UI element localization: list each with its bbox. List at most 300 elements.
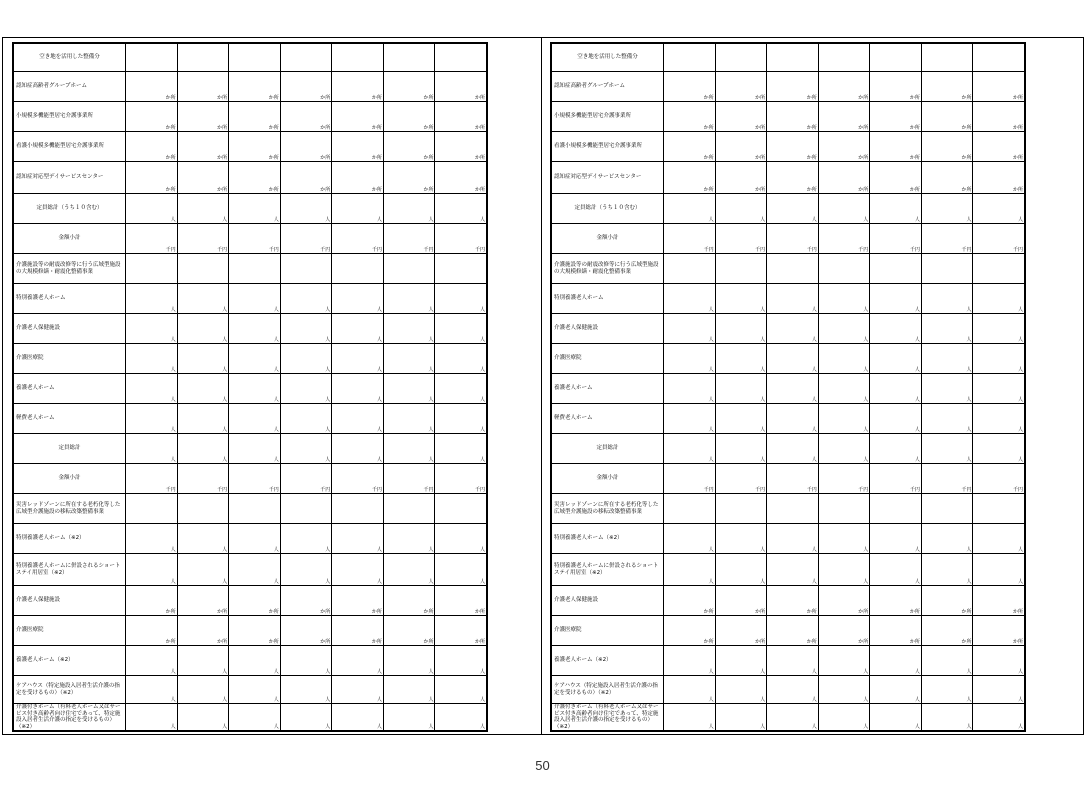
input-cell[interactable] bbox=[332, 524, 384, 553]
input-cell[interactable] bbox=[126, 314, 178, 343]
input-cell[interactable] bbox=[332, 162, 384, 193]
input-cell[interactable] bbox=[435, 44, 486, 71]
input-cell[interactable] bbox=[126, 464, 178, 493]
input-cell[interactable] bbox=[384, 676, 436, 703]
input-cell[interactable] bbox=[922, 284, 974, 313]
input-cell[interactable] bbox=[332, 434, 384, 463]
input-cell[interactable] bbox=[229, 554, 281, 585]
input-cell[interactable] bbox=[767, 344, 819, 373]
input-cell[interactable] bbox=[384, 162, 436, 193]
input-cell[interactable] bbox=[178, 464, 230, 493]
input-cell[interactable] bbox=[384, 72, 436, 101]
input-cell[interactable] bbox=[178, 704, 230, 730]
input-cell[interactable] bbox=[819, 162, 871, 193]
input-cell[interactable] bbox=[767, 374, 819, 403]
input-cell[interactable] bbox=[332, 44, 384, 71]
input-cell[interactable] bbox=[281, 102, 333, 131]
input-cell[interactable] bbox=[229, 44, 281, 71]
input-cell[interactable] bbox=[229, 102, 281, 131]
input-cell[interactable] bbox=[332, 464, 384, 493]
input-cell[interactable] bbox=[281, 494, 333, 523]
input-cell[interactable] bbox=[716, 704, 768, 730]
input-cell[interactable] bbox=[664, 224, 716, 253]
input-cell[interactable] bbox=[384, 194, 436, 223]
input-cell[interactable] bbox=[767, 314, 819, 343]
input-cell[interactable] bbox=[281, 132, 333, 161]
input-cell[interactable] bbox=[384, 494, 436, 523]
input-cell[interactable] bbox=[178, 314, 230, 343]
input-cell[interactable] bbox=[870, 646, 922, 675]
input-cell[interactable] bbox=[973, 314, 1024, 343]
input-cell[interactable] bbox=[870, 224, 922, 253]
input-cell[interactable] bbox=[126, 102, 178, 131]
input-cell[interactable] bbox=[332, 676, 384, 703]
input-cell[interactable] bbox=[332, 224, 384, 253]
input-cell[interactable] bbox=[332, 646, 384, 675]
input-cell[interactable] bbox=[973, 374, 1024, 403]
input-cell[interactable] bbox=[126, 72, 178, 101]
input-cell[interactable] bbox=[126, 676, 178, 703]
input-cell[interactable] bbox=[973, 132, 1024, 161]
input-cell[interactable] bbox=[973, 404, 1024, 433]
input-cell[interactable] bbox=[819, 254, 871, 283]
input-cell[interactable] bbox=[664, 616, 716, 645]
input-cell[interactable] bbox=[229, 314, 281, 343]
input-cell[interactable] bbox=[922, 524, 974, 553]
input-cell[interactable] bbox=[819, 676, 871, 703]
input-cell[interactable] bbox=[281, 314, 333, 343]
input-cell[interactable] bbox=[281, 224, 333, 253]
input-cell[interactable] bbox=[819, 224, 871, 253]
input-cell[interactable] bbox=[870, 616, 922, 645]
input-cell[interactable] bbox=[973, 344, 1024, 373]
input-cell[interactable] bbox=[870, 554, 922, 585]
input-cell[interactable] bbox=[767, 554, 819, 585]
input-cell[interactable] bbox=[126, 434, 178, 463]
input-cell[interactable] bbox=[716, 554, 768, 585]
input-cell[interactable] bbox=[126, 374, 178, 403]
input-cell[interactable] bbox=[716, 494, 768, 523]
input-cell[interactable] bbox=[229, 72, 281, 101]
input-cell[interactable] bbox=[973, 434, 1024, 463]
input-cell[interactable] bbox=[435, 404, 486, 433]
input-cell[interactable] bbox=[664, 344, 716, 373]
input-cell[interactable] bbox=[281, 554, 333, 585]
input-cell[interactable] bbox=[716, 646, 768, 675]
input-cell[interactable] bbox=[126, 224, 178, 253]
input-cell[interactable] bbox=[664, 464, 716, 493]
input-cell[interactable] bbox=[819, 374, 871, 403]
input-cell[interactable] bbox=[178, 344, 230, 373]
input-cell[interactable] bbox=[664, 374, 716, 403]
input-cell[interactable] bbox=[178, 254, 230, 283]
input-cell[interactable] bbox=[178, 284, 230, 313]
input-cell[interactable] bbox=[332, 254, 384, 283]
input-cell[interactable] bbox=[819, 72, 871, 101]
input-cell[interactable] bbox=[819, 194, 871, 223]
input-cell[interactable] bbox=[870, 314, 922, 343]
input-cell[interactable] bbox=[664, 554, 716, 585]
input-cell[interactable] bbox=[870, 676, 922, 703]
input-cell[interactable] bbox=[767, 44, 819, 71]
input-cell[interactable] bbox=[332, 314, 384, 343]
input-cell[interactable] bbox=[126, 704, 178, 730]
input-cell[interactable] bbox=[870, 194, 922, 223]
input-cell[interactable] bbox=[126, 44, 178, 71]
input-cell[interactable] bbox=[178, 524, 230, 553]
input-cell[interactable] bbox=[973, 554, 1024, 585]
input-cell[interactable] bbox=[767, 194, 819, 223]
input-cell[interactable] bbox=[973, 254, 1024, 283]
input-cell[interactable] bbox=[229, 404, 281, 433]
input-cell[interactable] bbox=[126, 646, 178, 675]
input-cell[interactable] bbox=[870, 162, 922, 193]
input-cell[interactable] bbox=[281, 72, 333, 101]
input-cell[interactable] bbox=[178, 374, 230, 403]
input-cell[interactable] bbox=[922, 194, 974, 223]
input-cell[interactable] bbox=[664, 314, 716, 343]
input-cell[interactable] bbox=[870, 44, 922, 71]
input-cell[interactable] bbox=[767, 284, 819, 313]
input-cell[interactable] bbox=[870, 434, 922, 463]
input-cell[interactable] bbox=[973, 224, 1024, 253]
input-cell[interactable] bbox=[922, 704, 974, 730]
input-cell[interactable] bbox=[178, 102, 230, 131]
input-cell[interactable] bbox=[435, 494, 486, 523]
input-cell[interactable] bbox=[178, 494, 230, 523]
input-cell[interactable] bbox=[664, 646, 716, 675]
input-cell[interactable] bbox=[819, 314, 871, 343]
input-cell[interactable] bbox=[178, 162, 230, 193]
input-cell[interactable] bbox=[126, 254, 178, 283]
input-cell[interactable] bbox=[870, 344, 922, 373]
input-cell[interactable] bbox=[767, 162, 819, 193]
input-cell[interactable] bbox=[973, 524, 1024, 553]
input-cell[interactable] bbox=[229, 494, 281, 523]
input-cell[interactable] bbox=[973, 616, 1024, 645]
input-cell[interactable] bbox=[384, 284, 436, 313]
input-cell[interactable] bbox=[870, 132, 922, 161]
input-cell[interactable] bbox=[281, 254, 333, 283]
input-cell[interactable] bbox=[281, 464, 333, 493]
input-cell[interactable] bbox=[664, 102, 716, 131]
input-cell[interactable] bbox=[716, 344, 768, 373]
input-cell[interactable] bbox=[178, 72, 230, 101]
input-cell[interactable] bbox=[126, 404, 178, 433]
input-cell[interactable] bbox=[870, 464, 922, 493]
input-cell[interactable] bbox=[922, 404, 974, 433]
input-cell[interactable] bbox=[870, 254, 922, 283]
input-cell[interactable] bbox=[716, 404, 768, 433]
input-cell[interactable] bbox=[716, 616, 768, 645]
input-cell[interactable] bbox=[870, 586, 922, 615]
input-cell[interactable] bbox=[332, 586, 384, 615]
input-cell[interactable] bbox=[281, 344, 333, 373]
input-cell[interactable] bbox=[664, 494, 716, 523]
input-cell[interactable] bbox=[332, 554, 384, 585]
input-cell[interactable] bbox=[332, 194, 384, 223]
input-cell[interactable] bbox=[229, 586, 281, 615]
input-cell[interactable] bbox=[332, 72, 384, 101]
input-cell[interactable] bbox=[973, 676, 1024, 703]
input-cell[interactable] bbox=[973, 162, 1024, 193]
input-cell[interactable] bbox=[178, 224, 230, 253]
input-cell[interactable] bbox=[126, 344, 178, 373]
input-cell[interactable] bbox=[229, 704, 281, 730]
input-cell[interactable] bbox=[435, 162, 486, 193]
input-cell[interactable] bbox=[435, 586, 486, 615]
input-cell[interactable] bbox=[178, 646, 230, 675]
input-cell[interactable] bbox=[767, 586, 819, 615]
input-cell[interactable] bbox=[767, 524, 819, 553]
input-cell[interactable] bbox=[229, 646, 281, 675]
input-cell[interactable] bbox=[870, 524, 922, 553]
input-cell[interactable] bbox=[332, 132, 384, 161]
input-cell[interactable] bbox=[281, 374, 333, 403]
input-cell[interactable] bbox=[126, 554, 178, 585]
input-cell[interactable] bbox=[384, 44, 436, 71]
input-cell[interactable] bbox=[922, 646, 974, 675]
input-cell[interactable] bbox=[870, 404, 922, 433]
input-cell[interactable] bbox=[870, 374, 922, 403]
input-cell[interactable] bbox=[281, 586, 333, 615]
input-cell[interactable] bbox=[664, 524, 716, 553]
input-cell[interactable] bbox=[716, 524, 768, 553]
input-cell[interactable] bbox=[435, 434, 486, 463]
input-cell[interactable] bbox=[126, 284, 178, 313]
input-cell[interactable] bbox=[716, 676, 768, 703]
input-cell[interactable] bbox=[922, 314, 974, 343]
input-cell[interactable] bbox=[384, 524, 436, 553]
input-cell[interactable] bbox=[922, 464, 974, 493]
input-cell[interactable] bbox=[178, 676, 230, 703]
input-cell[interactable] bbox=[819, 586, 871, 615]
input-cell[interactable] bbox=[126, 524, 178, 553]
input-cell[interactable] bbox=[435, 284, 486, 313]
input-cell[interactable] bbox=[922, 586, 974, 615]
input-cell[interactable] bbox=[384, 434, 436, 463]
input-cell[interactable] bbox=[126, 132, 178, 161]
input-cell[interactable] bbox=[332, 704, 384, 730]
input-cell[interactable] bbox=[767, 464, 819, 493]
input-cell[interactable] bbox=[767, 254, 819, 283]
input-cell[interactable] bbox=[229, 524, 281, 553]
input-cell[interactable] bbox=[922, 132, 974, 161]
input-cell[interactable] bbox=[870, 72, 922, 101]
input-cell[interactable] bbox=[229, 254, 281, 283]
input-cell[interactable] bbox=[870, 284, 922, 313]
input-cell[interactable] bbox=[332, 404, 384, 433]
input-cell[interactable] bbox=[281, 704, 333, 730]
input-cell[interactable] bbox=[281, 404, 333, 433]
input-cell[interactable] bbox=[973, 194, 1024, 223]
input-cell[interactable] bbox=[384, 374, 436, 403]
input-cell[interactable] bbox=[922, 44, 974, 71]
input-cell[interactable] bbox=[229, 224, 281, 253]
input-cell[interactable] bbox=[435, 646, 486, 675]
input-cell[interactable] bbox=[922, 616, 974, 645]
input-cell[interactable] bbox=[767, 132, 819, 161]
input-cell[interactable] bbox=[178, 404, 230, 433]
input-cell[interactable] bbox=[767, 704, 819, 730]
input-cell[interactable] bbox=[716, 194, 768, 223]
input-cell[interactable] bbox=[922, 72, 974, 101]
input-cell[interactable] bbox=[435, 72, 486, 101]
input-cell[interactable] bbox=[229, 434, 281, 463]
input-cell[interactable] bbox=[819, 646, 871, 675]
input-cell[interactable] bbox=[664, 132, 716, 161]
input-cell[interactable] bbox=[281, 676, 333, 703]
input-cell[interactable] bbox=[716, 284, 768, 313]
input-cell[interactable] bbox=[384, 314, 436, 343]
input-cell[interactable] bbox=[435, 704, 486, 730]
input-cell[interactable] bbox=[819, 464, 871, 493]
input-cell[interactable] bbox=[435, 344, 486, 373]
input-cell[interactable] bbox=[664, 676, 716, 703]
input-cell[interactable] bbox=[229, 162, 281, 193]
input-cell[interactable] bbox=[819, 102, 871, 131]
input-cell[interactable] bbox=[664, 434, 716, 463]
input-cell[interactable] bbox=[819, 494, 871, 523]
input-cell[interactable] bbox=[126, 616, 178, 645]
input-cell[interactable] bbox=[767, 102, 819, 131]
input-cell[interactable] bbox=[435, 254, 486, 283]
input-cell[interactable] bbox=[922, 254, 974, 283]
input-cell[interactable] bbox=[716, 162, 768, 193]
input-cell[interactable] bbox=[973, 494, 1024, 523]
input-cell[interactable] bbox=[435, 616, 486, 645]
input-cell[interactable] bbox=[178, 554, 230, 585]
input-cell[interactable] bbox=[870, 704, 922, 730]
input-cell[interactable] bbox=[281, 646, 333, 675]
input-cell[interactable] bbox=[819, 284, 871, 313]
input-cell[interactable] bbox=[664, 72, 716, 101]
input-cell[interactable] bbox=[178, 434, 230, 463]
input-cell[interactable] bbox=[716, 314, 768, 343]
input-cell[interactable] bbox=[281, 194, 333, 223]
input-cell[interactable] bbox=[281, 616, 333, 645]
input-cell[interactable] bbox=[229, 284, 281, 313]
input-cell[interactable] bbox=[973, 586, 1024, 615]
input-cell[interactable] bbox=[819, 434, 871, 463]
input-cell[interactable] bbox=[973, 284, 1024, 313]
input-cell[interactable] bbox=[716, 72, 768, 101]
input-cell[interactable] bbox=[870, 102, 922, 131]
input-cell[interactable] bbox=[716, 132, 768, 161]
input-cell[interactable] bbox=[178, 194, 230, 223]
input-cell[interactable] bbox=[664, 704, 716, 730]
input-cell[interactable] bbox=[664, 404, 716, 433]
input-cell[interactable] bbox=[281, 162, 333, 193]
input-cell[interactable] bbox=[664, 586, 716, 615]
input-cell[interactable] bbox=[178, 616, 230, 645]
input-cell[interactable] bbox=[281, 284, 333, 313]
input-cell[interactable] bbox=[384, 554, 436, 585]
input-cell[interactable] bbox=[384, 616, 436, 645]
input-cell[interactable] bbox=[922, 494, 974, 523]
input-cell[interactable] bbox=[767, 676, 819, 703]
input-cell[interactable] bbox=[281, 44, 333, 71]
input-cell[interactable] bbox=[922, 554, 974, 585]
input-cell[interactable] bbox=[767, 72, 819, 101]
input-cell[interactable] bbox=[716, 374, 768, 403]
input-cell[interactable] bbox=[664, 254, 716, 283]
input-cell[interactable] bbox=[435, 554, 486, 585]
input-cell[interactable] bbox=[384, 224, 436, 253]
input-cell[interactable] bbox=[716, 102, 768, 131]
input-cell[interactable] bbox=[332, 374, 384, 403]
input-cell[interactable] bbox=[332, 616, 384, 645]
input-cell[interactable] bbox=[178, 44, 230, 71]
input-cell[interactable] bbox=[435, 314, 486, 343]
input-cell[interactable] bbox=[435, 194, 486, 223]
input-cell[interactable] bbox=[332, 102, 384, 131]
input-cell[interactable] bbox=[126, 194, 178, 223]
input-cell[interactable] bbox=[435, 102, 486, 131]
input-cell[interactable] bbox=[126, 586, 178, 615]
input-cell[interactable] bbox=[922, 374, 974, 403]
input-cell[interactable] bbox=[819, 704, 871, 730]
input-cell[interactable] bbox=[384, 404, 436, 433]
input-cell[interactable] bbox=[716, 464, 768, 493]
input-cell[interactable] bbox=[664, 162, 716, 193]
input-cell[interactable] bbox=[281, 434, 333, 463]
input-cell[interactable] bbox=[384, 464, 436, 493]
input-cell[interactable] bbox=[384, 646, 436, 675]
input-cell[interactable] bbox=[767, 646, 819, 675]
input-cell[interactable] bbox=[435, 676, 486, 703]
input-cell[interactable] bbox=[716, 224, 768, 253]
input-cell[interactable] bbox=[126, 494, 178, 523]
input-cell[interactable] bbox=[229, 676, 281, 703]
input-cell[interactable] bbox=[384, 132, 436, 161]
input-cell[interactable] bbox=[767, 434, 819, 463]
input-cell[interactable] bbox=[178, 586, 230, 615]
input-cell[interactable] bbox=[819, 44, 871, 71]
input-cell[interactable] bbox=[973, 704, 1024, 730]
input-cell[interactable] bbox=[332, 494, 384, 523]
input-cell[interactable] bbox=[973, 102, 1024, 131]
input-cell[interactable] bbox=[819, 554, 871, 585]
input-cell[interactable] bbox=[332, 284, 384, 313]
input-cell[interactable] bbox=[922, 162, 974, 193]
input-cell[interactable] bbox=[435, 524, 486, 553]
input-cell[interactable] bbox=[716, 254, 768, 283]
input-cell[interactable] bbox=[435, 374, 486, 403]
input-cell[interactable] bbox=[767, 616, 819, 645]
input-cell[interactable] bbox=[664, 44, 716, 71]
input-cell[interactable] bbox=[716, 586, 768, 615]
input-cell[interactable] bbox=[229, 194, 281, 223]
input-cell[interactable] bbox=[819, 404, 871, 433]
input-cell[interactable] bbox=[922, 224, 974, 253]
input-cell[interactable] bbox=[819, 344, 871, 373]
input-cell[interactable] bbox=[281, 524, 333, 553]
input-cell[interactable] bbox=[384, 344, 436, 373]
input-cell[interactable] bbox=[664, 194, 716, 223]
input-cell[interactable] bbox=[435, 224, 486, 253]
input-cell[interactable] bbox=[973, 646, 1024, 675]
input-cell[interactable] bbox=[332, 344, 384, 373]
input-cell[interactable] bbox=[922, 434, 974, 463]
input-cell[interactable] bbox=[767, 494, 819, 523]
input-cell[interactable] bbox=[435, 132, 486, 161]
input-cell[interactable] bbox=[819, 524, 871, 553]
input-cell[interactable] bbox=[819, 132, 871, 161]
input-cell[interactable] bbox=[229, 464, 281, 493]
input-cell[interactable] bbox=[767, 404, 819, 433]
input-cell[interactable] bbox=[384, 254, 436, 283]
